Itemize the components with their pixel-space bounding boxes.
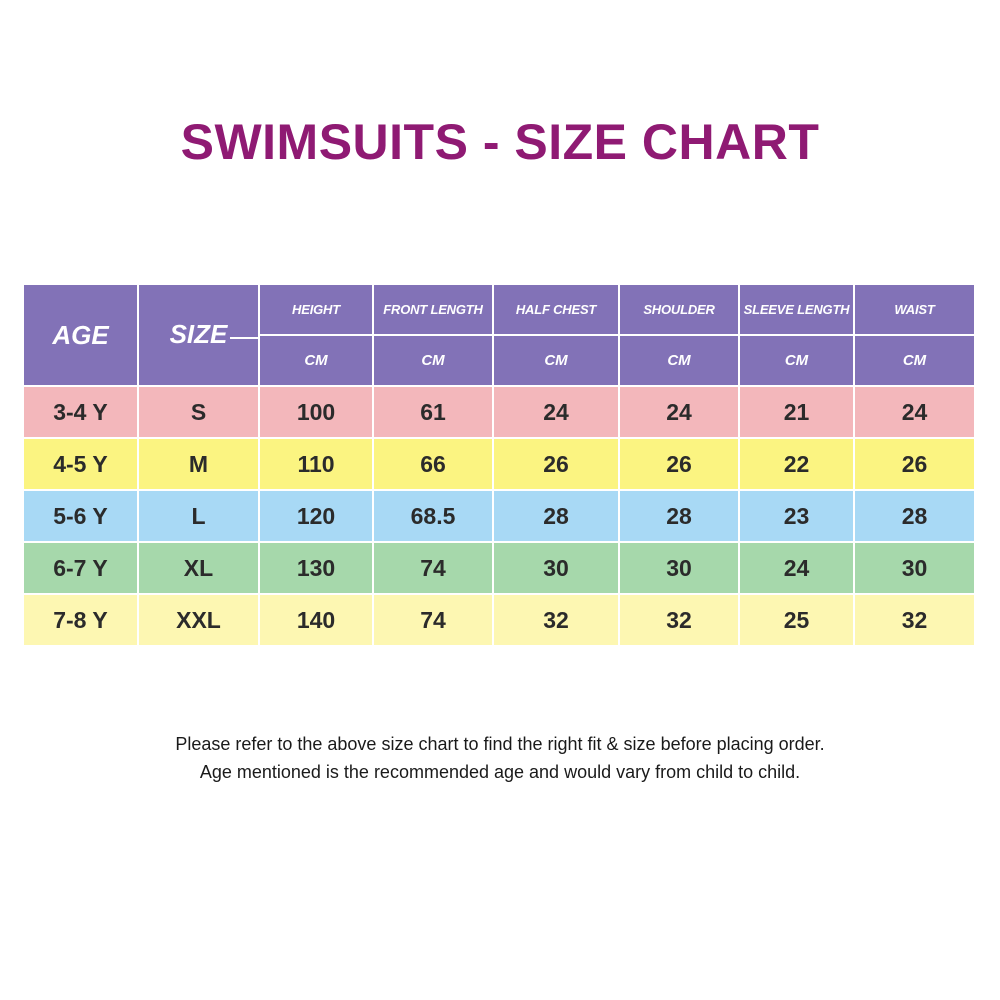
- sleeve-length-cell: 23: [740, 491, 853, 541]
- shoulder-cell: 24: [620, 387, 738, 437]
- header-size: [139, 285, 258, 385]
- header-waist: WAIST: [855, 285, 974, 334]
- size-cell: XL: [139, 543, 258, 593]
- height-cell: 120: [260, 491, 372, 541]
- size-note-line-1: Please refer to the above size chart to find the right fit & size before placing order.: [175, 734, 825, 754]
- unit-waist: CM: [855, 336, 974, 385]
- sleeve-length-cell: 24: [740, 543, 853, 593]
- waist-cell: 28: [855, 491, 974, 541]
- header-half-chest: HALF CHEST: [494, 285, 618, 334]
- waist-cell: 26: [855, 439, 974, 489]
- size-note-line-2: Age mentioned is the recommended age and would vary from child to child.: [199, 762, 801, 782]
- table-row: [24, 595, 974, 645]
- waist-cell: 30: [855, 543, 974, 593]
- height-cell: 130: [260, 543, 372, 593]
- header-height: HEIGHT: [260, 285, 372, 334]
- table-row: [24, 387, 974, 437]
- size-cell: S: [139, 387, 258, 437]
- sleeve-length-cell: 21: [740, 387, 853, 437]
- size-cell: XXL: [139, 595, 258, 645]
- age-cell: 3-4 Y: [24, 387, 137, 437]
- shoulder-cell: 30: [620, 543, 738, 593]
- half-chest-cell: 30: [494, 543, 618, 593]
- age-cell: 4-5 Y: [24, 439, 137, 489]
- header-size-divider: [230, 337, 258, 339]
- sleeve-length-cell: 25: [740, 595, 853, 645]
- shoulder-cell: 32: [620, 595, 738, 645]
- table-row: [24, 491, 974, 541]
- front-length-cell: 74: [374, 543, 492, 593]
- age-cell: 5-6 Y: [24, 491, 137, 541]
- half-chest-cell: 24: [494, 387, 618, 437]
- size-cell: L: [139, 491, 258, 541]
- height-cell: 110: [260, 439, 372, 489]
- header-row-labels: [24, 285, 974, 334]
- table-row: [24, 543, 974, 593]
- page-title: SWIMSUITS - SIZE CHART: [180, 114, 820, 170]
- waist-cell: 32: [855, 595, 974, 645]
- half-chest-cell: 26: [494, 439, 618, 489]
- height-cell: 140: [260, 595, 372, 645]
- shoulder-cell: 28: [620, 491, 738, 541]
- age-cell: 6-7 Y: [24, 543, 137, 593]
- half-chest-cell: 28: [494, 491, 618, 541]
- height-cell: 100: [260, 387, 372, 437]
- unit-half-chest: CM: [494, 336, 618, 385]
- shoulder-cell: 26: [620, 439, 738, 489]
- front-length-cell: 66: [374, 439, 492, 489]
- sleeve-length-cell: 22: [740, 439, 853, 489]
- half-chest-cell: 32: [494, 595, 618, 645]
- waist-cell: 24: [855, 387, 974, 437]
- age-cell: 7-8 Y: [24, 595, 137, 645]
- header-shoulder: SHOULDER: [620, 285, 738, 334]
- unit-height: CM: [260, 336, 372, 385]
- header-size-label: SIZE: [169, 319, 228, 349]
- unit-sleeve-length: CM: [740, 336, 853, 385]
- front-length-cell: 74: [374, 595, 492, 645]
- unit-shoulder: CM: [620, 336, 738, 385]
- size-note: [0, 730, 1000, 786]
- unit-front-length: CM: [374, 336, 492, 385]
- header-sleeve-length: SLEEVE LENGTH: [740, 285, 853, 334]
- front-length-cell: 68.5: [374, 491, 492, 541]
- table-row: [24, 439, 974, 489]
- header-front-length: FRONT LENGTH: [374, 285, 492, 334]
- size-cell: M: [139, 439, 258, 489]
- header-age: AGE: [24, 285, 137, 385]
- front-length-cell: 61: [374, 387, 492, 437]
- size-chart-table: [22, 283, 976, 647]
